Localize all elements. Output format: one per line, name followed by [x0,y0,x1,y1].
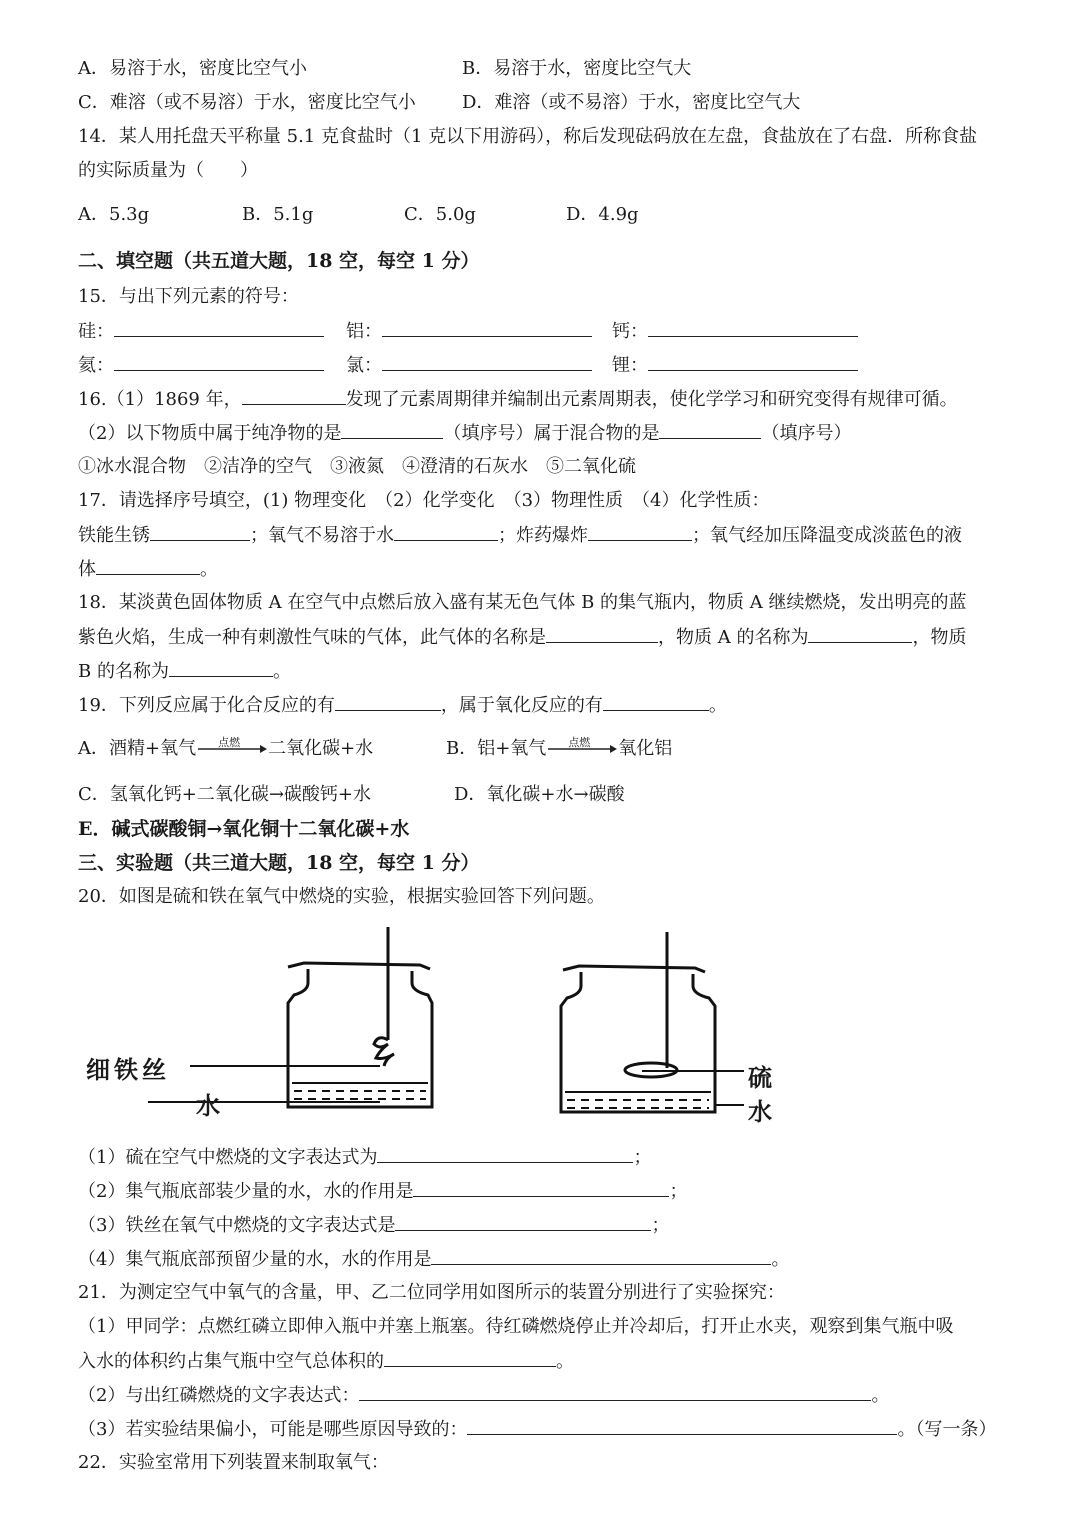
q20-sub3-blank[interactable] [395,1212,651,1231]
q20-sub1-blank[interactable] [377,1144,633,1163]
q20-sub4-text: （4）集气瓶底部预留少量的水，水的作用是 [78,1249,432,1270]
q21-sub3 [78,1416,996,1443]
q15-helium-blank[interactable] [114,352,324,371]
q16-mixture-blank[interactable] [659,420,761,439]
q17-stem: 17．请选择序号填空，(1) 物理变化 （2）化学变化 （3）物理性质 （4）化学性质： [78,490,770,511]
q15-chlorine [346,352,592,379]
q18-text-e: 。 [272,661,291,682]
q18-substance-b-blank[interactable] [169,658,273,677]
q21-sub1-blank[interactable] [384,1348,556,1367]
q15-silicon-label: 硅： [78,321,114,342]
q16-part2-text-a: （2）以下物质中属于纯净物的是 [78,423,342,444]
ignite-arrow [546,736,618,762]
q13-option-d: D．难溶（或不易溶）于水，密度比空气大 [462,92,801,113]
ignite-condition: 点燃 [218,736,241,749]
q21-sub1-text: 入水的体积约占集气瓶中空气总体积的 [78,1351,384,1372]
q15-lithium-label: 锂： [612,355,648,376]
q21-sub3-blank[interactable] [467,1416,897,1435]
q18-line3 [78,658,291,685]
q17-rust-blank[interactable] [150,522,250,541]
q20-sub2-end: ； [669,1181,688,1202]
q15-aluminum-label: 铝： [346,321,382,342]
q20-sub2-blank[interactable] [413,1178,669,1197]
q19-combination-blank[interactable] [335,692,441,711]
q19-a-right: 二氧化碳+水 [268,738,374,759]
q17-text-liquid: ；氧气经加压降温变成淡蓝色的液 [692,525,962,546]
arrow-icon [546,736,618,762]
q19-oxidation-blank[interactable] [603,692,709,711]
q20-sub1 [78,1144,651,1171]
q19-option-e: E．碱式碳酸铜→氧化铜十二氧化碳+水 [78,818,410,840]
q21-sub2-blank[interactable] [359,1382,871,1401]
q17-liquid-blank[interactable] [96,556,200,575]
q15-calcium-label: 钙： [612,321,648,342]
section-2-title: 二、填空题（共五道大题，18 空，每空 1 分） [78,250,480,272]
q15-calcium-blank[interactable] [648,318,858,337]
q15-stem: 15．与出下列元素的符号： [78,286,299,307]
q19-option-b [446,736,672,762]
q20-sub2-text: （2）集气瓶底部装少量的水，水的作用是 [78,1181,414,1202]
q17-line3 [78,556,218,583]
q20-sub3-text: （3）铁丝在氧气中燃烧的文字表达式是 [78,1215,396,1236]
q19-text-b: ，属于氧化反应的有 [440,695,603,716]
section-3-title: 三、实验题（共三道大题，18 空，每空 1 分） [78,852,480,874]
q20-stem: 20．如图是硫和铁在氧气中燃烧的实验，根据实验回答下列问题。 [78,886,605,907]
q18-substance-a-blank[interactable] [808,624,912,643]
q17-line2 [78,522,962,549]
q15-silicon-blank[interactable] [114,318,324,337]
q16-part1-blank[interactable] [242,386,346,405]
q17-text-ti: 体 [78,559,96,580]
q16-part1-text-b: 发现了元素周期律并编制出元素周期表，使化学学习和研究变得有规律可循。 [345,389,958,410]
ignite-condition: 点燃 [568,736,591,749]
q20-sub3-end: ； [651,1215,670,1236]
q19-option-d: D．氧化碳+水→碳酸 [454,784,625,805]
q20-sub1-end: ； [633,1147,652,1168]
q21-sub2-end: 。 [871,1385,890,1406]
q16-part2-text-c: （填序号） [761,423,852,444]
q16-part1-text-a: 16.（1）1869 年， [78,389,242,410]
q20-sub4-end: 。 [771,1249,790,1270]
q19-stem [78,692,727,719]
iron-wire-label: 细铁丝 [86,1056,170,1084]
q21-sub3-text: （3）若实验结果偏小，可能是哪些原因导致的： [78,1419,468,1440]
q13-option-c: C．难溶（或不易溶）于水，密度比空气小 [78,92,416,113]
q21-sub1-line1: （1）甲同学：点燃红磷立即伸入瓶中并塞上瓶塞。待红磷燃烧停止并冷却后，打开止水夹，观察到集气瓶中吸 [78,1316,954,1337]
q20-sub4 [78,1246,789,1273]
q19-option-a [78,736,373,762]
q20-sub4-blank[interactable] [431,1246,771,1265]
q22-stem: 22．实验室常用下列装置来制取氧气： [78,1452,389,1473]
q19-text-a: 19．下列反应属于化合反应的有 [78,695,335,716]
q21-sub3-end: 。（写一条） [897,1419,997,1440]
q18-line1: 18．某淡黄色固体物质 A 在空气中点燃后放入盛有某无色气体 B 的集气瓶内，物质 A 继续燃烧，发出明亮的蓝 [78,592,967,613]
q18-gas-blank[interactable] [546,624,658,643]
q19-b-right: 氧化铝 [618,738,673,759]
q15-row1 [78,318,324,345]
q17-text-oxygen: ；氧气不易溶于水 [250,525,394,546]
q18-line2 [78,624,966,651]
water-label-2: 水 [748,1098,776,1126]
ignite-arrow [196,736,268,762]
q14-option-a: A．5.3g [78,204,150,225]
q16-items: ①冰水混合物 ②洁净的空气 ③液氮 ④澄清的石灰水 ⑤二氧化硫 [78,456,636,477]
q19-option-c: C．氢氧化钙+二氧化碳→碳酸钙+水 [78,784,372,805]
q17-text-rust: 铁能生锈 [78,525,150,546]
q15-lithium-blank[interactable] [648,352,858,371]
arrow-icon [196,736,268,762]
q16-part2 [78,420,851,447]
q15-helium-label: 氦： [78,355,114,376]
q17-oxygen-blank[interactable] [394,522,498,541]
q15-chlorine-label: 氯： [346,355,382,376]
q15-aluminum [346,318,592,345]
q15-chlorine-blank[interactable] [382,352,592,371]
q18-text-d: B 的名称为 [78,661,169,682]
q14-option-d: D．4.9g [566,204,639,225]
q17-text-end: 。 [200,559,218,580]
q16-part2-text-b: （填序号）属于混合物的是 [443,423,660,444]
q17-text-explosive: ；炸药爆炸 [498,525,588,546]
q21-sub1-end: 。 [556,1351,574,1372]
q16-part1 [78,386,958,413]
q21-sub2-text: （2）与出红磷燃烧的文字表达式： [78,1385,360,1406]
q13-option-b: B．易溶于水，密度比空气大 [462,58,692,79]
q17-explosive-blank[interactable] [588,522,692,541]
sulfur-jar-leader-lines [640,1065,750,1115]
q13-option-a: A．易溶于水，密度比空气小 [78,58,307,79]
q15-aluminum-blank[interactable] [382,318,592,337]
q19-a-left: A．酒精+氧气 [78,738,197,759]
q19-b-left: B．铝+氧气 [446,738,547,759]
q15-calcium [612,318,858,345]
q21-sub2 [78,1382,889,1409]
water-label-1: 水 [196,1092,224,1120]
q14-option-b: B．5.1g [242,204,314,225]
q15-lithium [612,352,858,379]
q19-text-c: 。 [708,695,727,716]
q18-text-b: ，物质 A 的名称为 [658,627,809,648]
q14-option-c: C．5.0g [404,204,476,225]
q20-sub1-text: （1）硫在空气中燃烧的文字表达式为 [78,1147,378,1168]
q18-text-c: ，物质 [912,627,967,648]
q21-stem: 21．为测定空气中氧气的含量，甲、乙二位同学用如图所示的装置分别进行了实验探究： [78,1282,785,1303]
q20-sub2 [78,1178,687,1205]
q21-sub1-line2 [78,1348,574,1375]
sulfur-label: 硫 [748,1064,776,1092]
q16-pure-blank[interactable] [341,420,443,439]
q15-row2 [78,352,324,379]
q18-text-a: 紫色火焰，生成一种有刺激性气味的气体，此气体的名称是 [78,627,546,648]
q14-stem-line2: 的实际质量为（ ） [78,160,258,181]
q20-sub3 [78,1212,669,1239]
q14-stem-line1: 14．某人用托盘天平称量 5.1 克食盐时（1 克以下用游码），称后发现砝码放在左盘，食盐放在了右盘．所称食盐 [78,126,978,147]
